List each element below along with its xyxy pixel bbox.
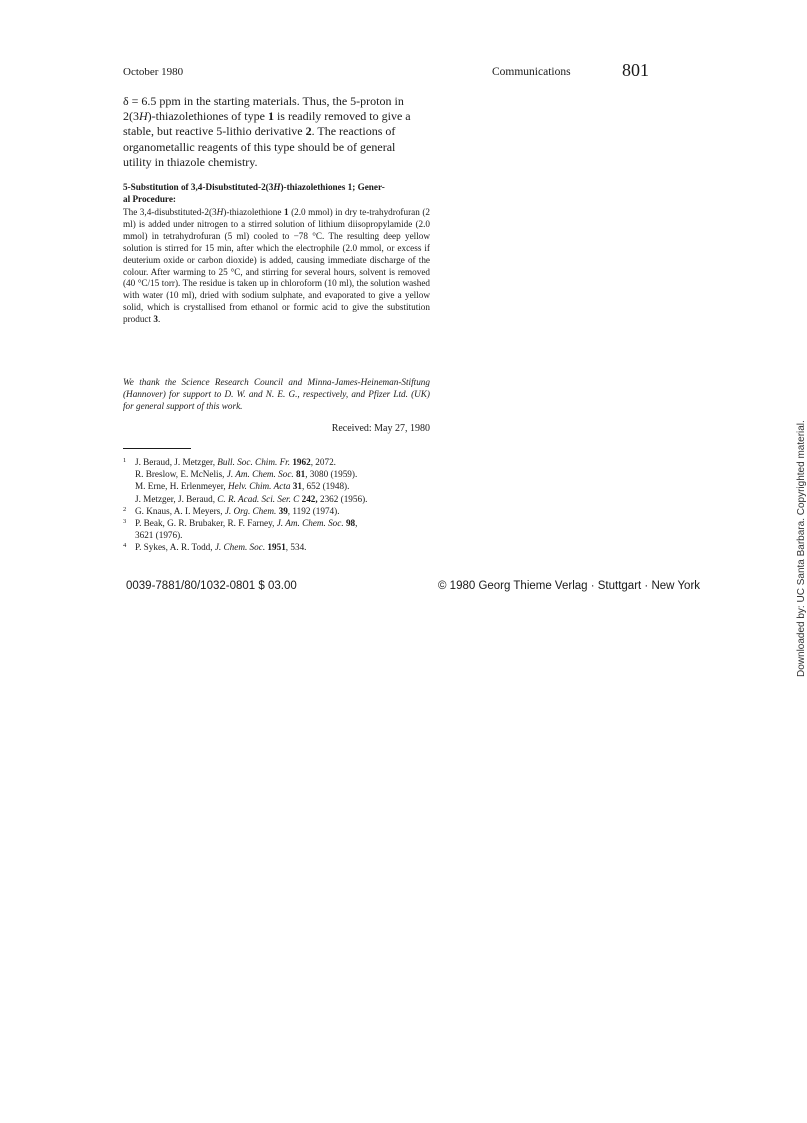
running-header-section: Communications [492,66,571,78]
intro-italic: H [139,109,148,124]
reference-journal: J. Am. Chem. Soc. [226,469,294,480]
reference-volume: 1962 [292,457,311,467]
heading-text: )-thiazolethiones [280,182,348,192]
reference-volume: 81 [296,469,306,480]
reference-journal: Helv. Chim. Acta [228,481,291,492]
reference-line [135,493,433,505]
procedure-body [123,207,430,326]
body-italic: H [216,207,224,217]
copyright-line: © 1980 Georg Thieme Verlag · Stuttgart · New York [438,580,701,592]
reference-number: 1 [123,457,127,464]
intro-text: stable, but reactive 5-lithio derivative [123,124,306,139]
reference-authors: 3621 (1976). [135,530,183,541]
reference-journal: J. Am. Chem. Soc. [276,518,344,529]
procedure-heading [123,181,430,205]
reference-list [123,456,433,554]
reference-volume: 1951 [267,542,286,553]
body-text: The 3,4-disubstituted-2(3 [123,207,217,217]
download-watermark-text: Downloaded by: UC Santa Barbara. Copyrighted material. [796,420,807,677]
compound-number: 2 [305,124,312,139]
running-header-date: October 1980 [123,66,184,78]
reference-pages: , 3080 (1959). [305,469,358,480]
reference-pages: , 534. [285,542,307,553]
intro-text: . The reactions of [311,124,396,139]
reference-item [123,456,433,505]
reference-item [123,541,433,553]
body-text: . [157,314,161,325]
compound-number: 1 [283,207,289,217]
reference-line [135,480,433,492]
reference-journal: J. Org. Chem. [224,505,277,516]
reference-line [135,517,433,529]
intro-text: 2(3 [123,109,139,124]
reference-authors: R. Breslow, E. McNelis, [135,469,227,480]
reference-volume: 31 [292,481,302,492]
reference-item [123,517,433,541]
reference-number: 4 [123,542,127,550]
body-text: )-thiazolethione [223,207,284,217]
reference-journal: J. Chem. Soc. [214,542,266,553]
compound-number: 1 [347,182,353,192]
reference-number: 2 [123,505,127,513]
reference-line [135,541,433,553]
intro-line: organometallic reagents of this type should be of general [123,139,396,154]
heading-text: ; Gener- [352,182,385,192]
reference-volume: 39 [278,505,288,516]
reference-pages: , 652 (1948). [301,481,350,492]
heading-text: al Procedure: [123,194,176,204]
reference-journal: C. R. Acad. Sci. Ser. C [217,493,300,504]
acknowledgement: We thank the Science Research Council and Minna-James-Heineman-Stiftung (Hannover) for support to D. W. and N. E. G., respectively, and Pfizer Ltd. (UK) for general support of this work. [123,377,430,411]
issn-line: 0039-7881/80/1032-0801 $ 03.00 [126,580,297,592]
reference-number: 3 [123,518,127,526]
compound-number: 1 [267,109,274,124]
intro-paragraph [123,94,430,170]
reference-pages: , [355,518,358,529]
reference-authors: P. Sykes, A. R. Todd, [135,542,215,553]
reference-volume: 242, [301,493,318,504]
reference-authors: P. Beak, G. R. Brubaker, R. F. Farney, [135,518,277,529]
body-text: (2.0 mmol) in dry te-trahydrofuran (2 ml) is added under nitrogen to a stirred solution of lithium diisopropylamide (2.0 mmol) in tetrahydrofuran (5 ml) cooled to −78 °C. The resulting deep yellow solution is stirred for 15 min, after which the electrophile (2.0 mmol, or excess if deuterium oxide or carbon dioxide) is added, causing immediate discharge of the colour. After warming to 25 °C, and stirring for several hours, solvent is removed (40 °C/15 torr). The residue is taken up in chloroform (10 ml), the solution washed with water (10 ml), dried with sodium sulphate, and evaporated to give a yellow solid, which is crystallised from ethanol or formic acid to give the substitution product [123,207,430,325]
intro-line: δ = 6.5 ppm in the starting materials. Thus, the 5-proton in [123,94,404,108]
intro-text: )-thiazolethiones of type [147,109,268,124]
compound-number: 3 [153,314,158,325]
reference-volume: 98 [345,518,356,529]
intro-text: is readily removed to give a [273,109,411,124]
download-watermark [785,420,807,677]
reference-pages: 2362 (1956). [317,493,368,504]
intro-line: utility in thiazole chemistry. [123,154,258,169]
reference-authors: J. Beraud, J. Metzger, [135,457,218,467]
received-date: Received: May 27, 1980 [331,423,430,434]
page-number: 801 [622,60,649,80]
footnote-rule [123,448,191,449]
reference-authors: M. Erne, H. Erlenmeyer, [135,481,229,492]
reference-line [135,529,433,541]
reference-pages: , 1192 (1974). [287,505,340,516]
heading-italic: H [273,182,281,192]
reference-line [135,505,433,517]
reference-journal: Bull. Soc. Chim. Fr. [217,457,291,467]
reference-line [135,468,433,480]
reference-authors: J. Metzger, J. Beraud, [135,493,218,504]
reference-pages: , 2072. [310,457,336,467]
reference-line [135,456,433,468]
reference-authors: G. Knaus, A. I. Meyers, [135,505,225,516]
reference-item [123,505,433,517]
heading-text: 5-Substitution of 3,4-Disubstituted-2(3 [123,182,274,192]
